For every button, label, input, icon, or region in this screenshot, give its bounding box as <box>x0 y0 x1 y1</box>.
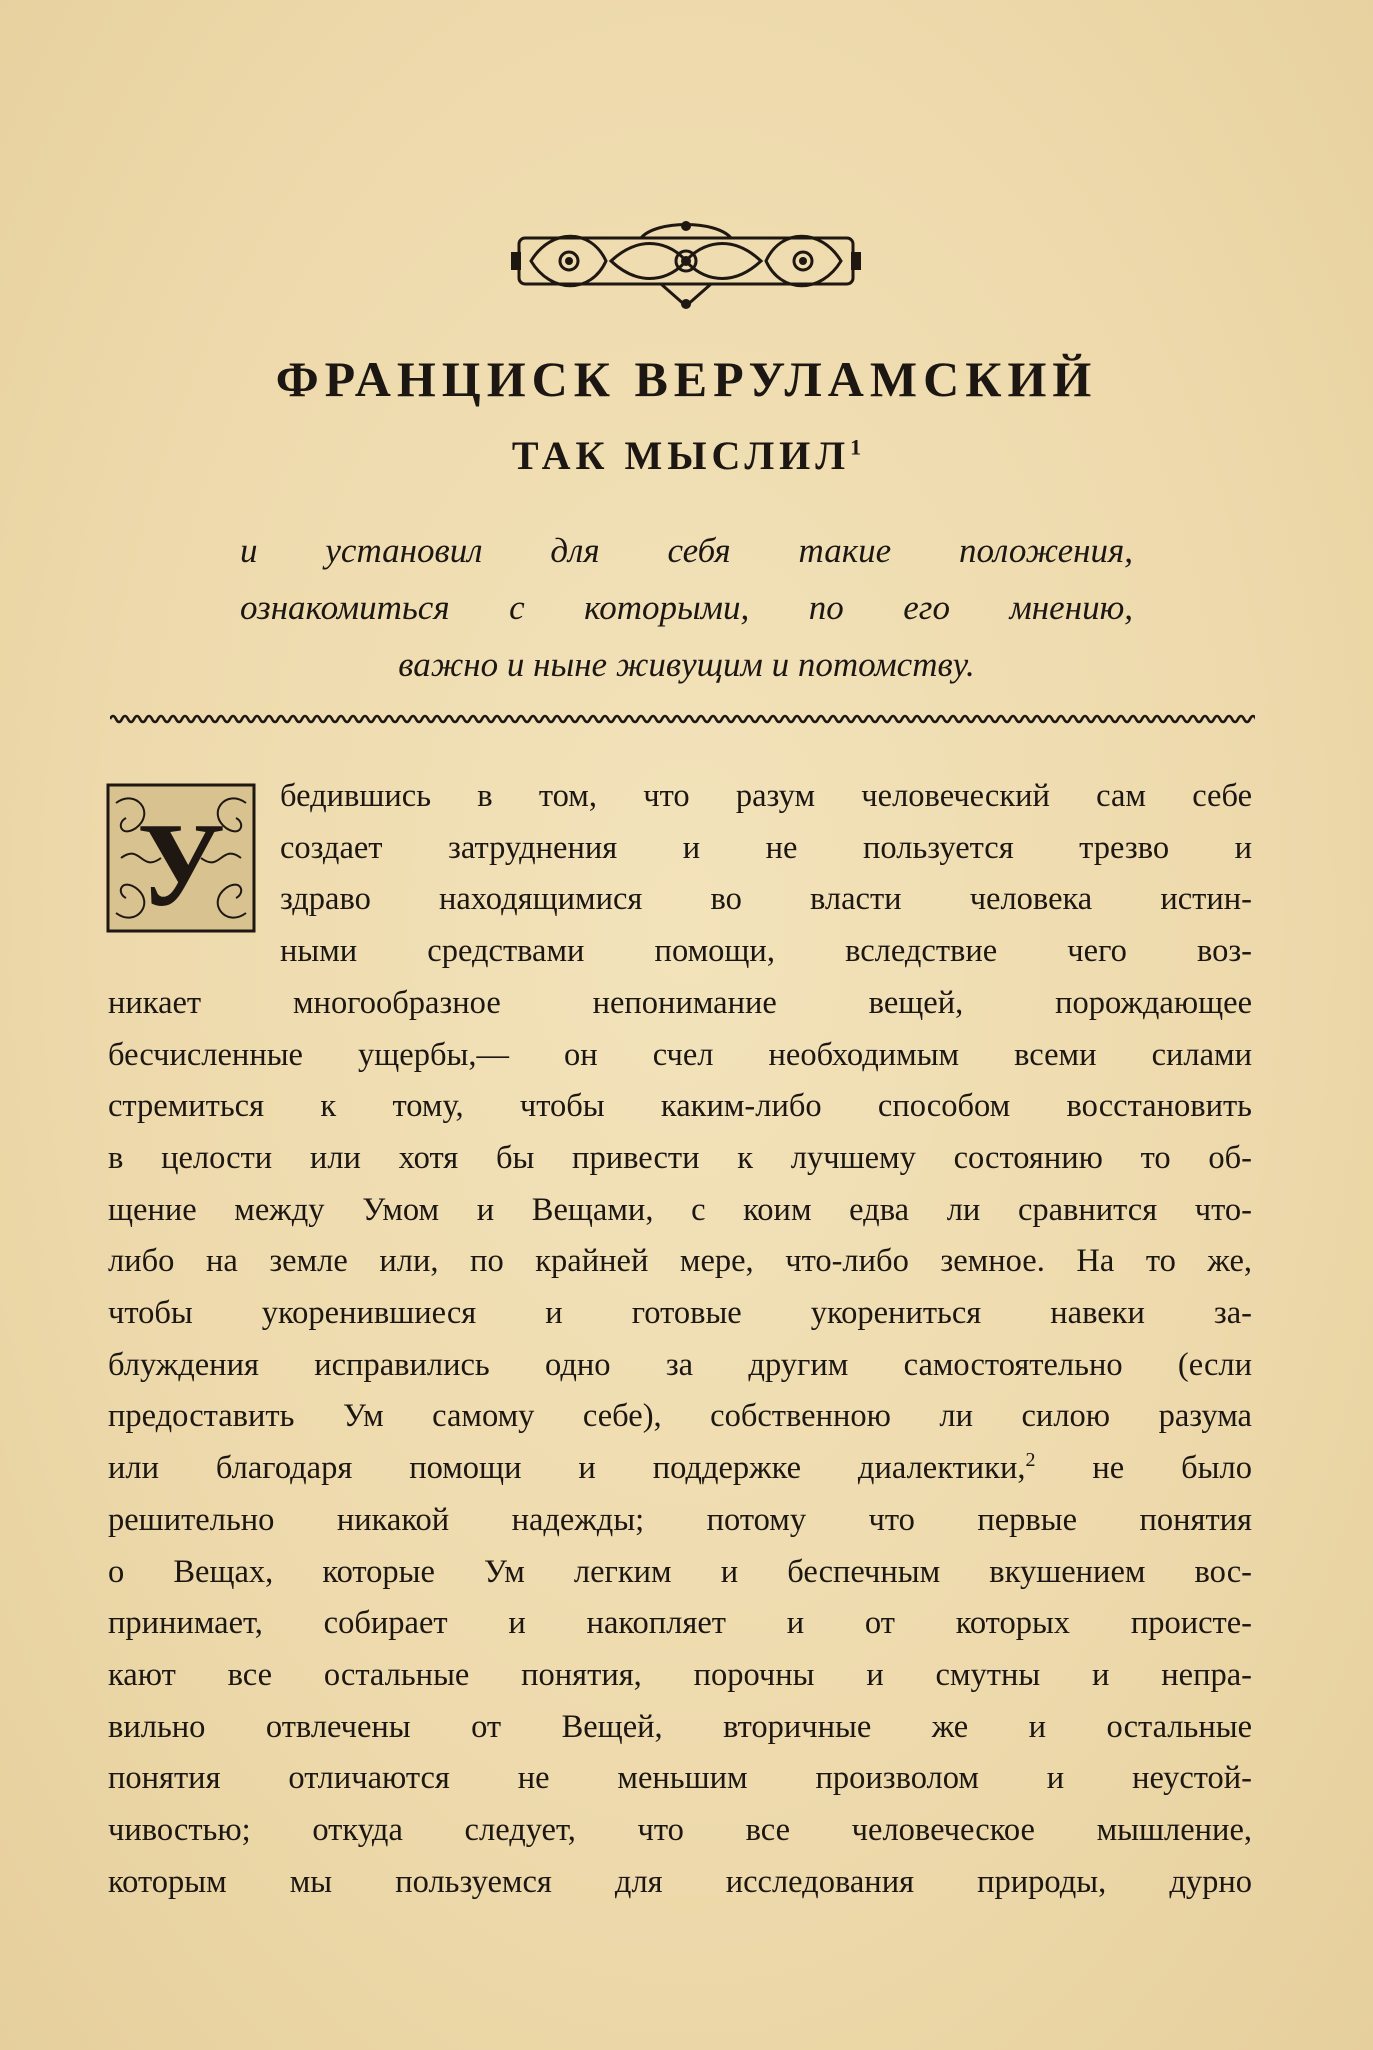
text-line: блуждения исправились одно за другим самостоятельно (если <box>108 1346 1252 1383</box>
lead-line-1: и установил для себя такие положения, <box>240 531 1133 570</box>
text-line: о Вещах, которые Ум легким и беспечным вкушением вос- <box>108 1553 1252 1590</box>
text-line: бедившись в том, что разум человеческий сам себе <box>280 778 1252 814</box>
lead-paragraph <box>240 522 1133 693</box>
subtitle-text: ТАК МЫСЛИЛ <box>511 433 851 478</box>
dropcap-letter: У <box>136 798 226 931</box>
text-line: которым мы пользуемся для исследования природы, дурно <box>108 1863 1252 1900</box>
text-line: стремиться к тому, чтобы каким-либо способом восстановить <box>108 1088 1252 1125</box>
text-line: ными средствами помощи, вследствие чего воз- <box>280 933 1252 970</box>
footnote-marker-1: 1 <box>850 434 862 460</box>
footnote-marker-2: 2 <box>1025 1449 1036 1472</box>
text-line: создает затруднения и не пользуется трезво и <box>280 829 1252 866</box>
wavy-rule-icon <box>110 712 1255 726</box>
text-line-tail: не было <box>1092 1450 1252 1487</box>
text-line: чивостью; откуда следует, что все человеческое мышление, <box>108 1812 1252 1849</box>
text-line: бесчисленные ущербы,— он счел необходимым всеми силами <box>108 1036 1252 1073</box>
text-line: никает многообразное непонимание вещей, порождающее <box>108 984 1252 1021</box>
text-line: в целости или хотя бы привести к лучшему состоянию то об- <box>108 1139 1252 1176</box>
text-line: вильно отвлечены от Вещей, вторичные же и остальные <box>108 1708 1252 1745</box>
text-line: предоставить Ум самому себе), собственною ли силою разума <box>108 1398 1252 1435</box>
lead-line-3: важно и ныне живущим и потомству. <box>398 645 975 684</box>
text-line: либо на земле или, по крайней мере, что-либо земное. На то же, <box>108 1243 1252 1280</box>
main-text <box>108 771 1252 1908</box>
scrollwork-ornament-icon <box>511 218 861 310</box>
text-line-head: или благодаря помощи и поддержке диалектики, <box>108 1450 1026 1487</box>
text-line: чтобы укоренившиеся и готовые укорениться навеки за- <box>108 1295 1252 1332</box>
text-line: здраво находящимися во власти человека истин- <box>280 881 1252 918</box>
text-line: кают все остальные понятия, порочны и смутны и непра- <box>108 1656 1252 1693</box>
page-subtitle <box>0 432 1373 479</box>
text-line-with-footnote <box>108 1443 1252 1495</box>
text-line: принимает, собирает и накопляет и от которых проистe- <box>108 1605 1252 1642</box>
text-line: решительно никакой надежды; потому что первые понятия <box>108 1501 1252 1538</box>
text-line: щение между Умом и Вещами, с коим едва ли сравнится что- <box>108 1191 1252 1228</box>
text-line: понятия отличаются не меньшим произволом и неустой- <box>108 1760 1252 1797</box>
lead-line-2: ознакомиться с которыми, по его мнению, <box>240 588 1133 627</box>
page-title: ФРАНЦИСК ВЕРУЛАМСКИЙ <box>275 351 1098 407</box>
